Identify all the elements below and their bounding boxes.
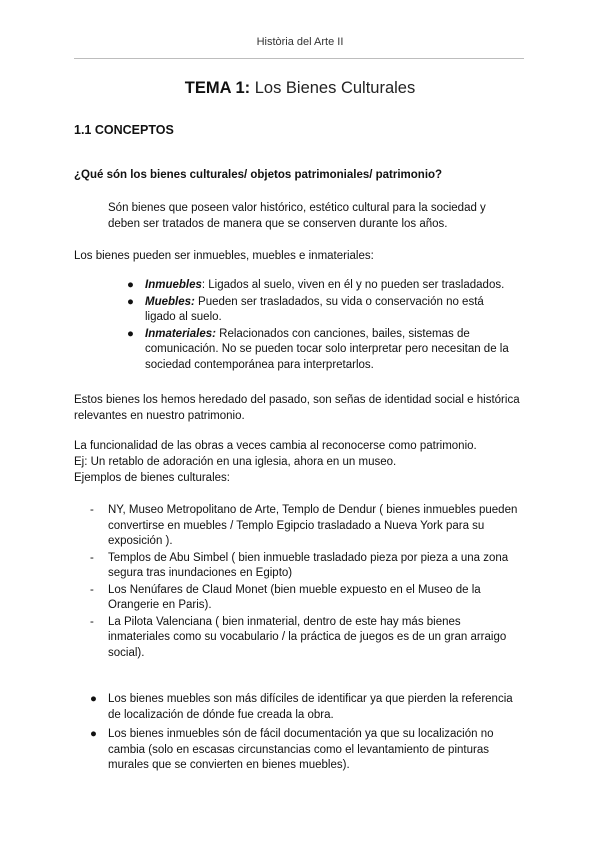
- function-paragraph: [74, 438, 524, 486]
- definition-paragraph: Són bienes que poseen valor histórico, estético cultural para la sociedad y deben ser tratados de manera que se conserven durante los años.: [108, 202, 486, 230]
- list-item: [127, 278, 517, 294]
- type-term: Muebles:: [145, 295, 195, 308]
- list-item: [90, 692, 520, 723]
- types-intro: Los bienes pueden ser inmuebles, muebles e inmateriales:: [74, 250, 374, 262]
- heritage-paragraph: Estos bienes los hemos heredado del pasado, son señas de identidad social e histórica relevantes en nuestro patrimonio.: [74, 394, 520, 422]
- list-item: [127, 295, 517, 326]
- type-desc: Pueden ser trasladados, su vida o conservación no está ligado al suelo.: [145, 295, 484, 324]
- examples-list: [90, 503, 520, 662]
- types-list: [127, 278, 517, 375]
- title-rest: Los Bienes Culturales: [250, 79, 416, 97]
- type-desc: Relacionados con canciones, bailes, sistemas de comunicación. No se pueden tocar solo interpretar pero necesitan de la sociedad contemporánea para interpretarlos.: [145, 327, 509, 371]
- dash-icon: -: [90, 551, 94, 564]
- type-sep: :: [201, 279, 206, 291]
- page-title: [0, 79, 600, 98]
- list-item: [90, 583, 520, 614]
- type-term: Inmateriales:: [145, 327, 216, 340]
- dash-icon: -: [90, 504, 94, 516]
- bullet-icon: ●: [127, 279, 134, 291]
- note-text: Los bienes inmuebles són de fácil documentación ya que su localización no cambia (solo en escasas circunstancias como el levantamiento de pinturas murales que se convierten en bienes muebles).: [108, 728, 494, 771]
- bullet-icon: ●: [90, 693, 97, 705]
- example-text: Templos de Abu Simbel ( bien inmueble trasladado pieza por pieza a una zona segura tras inundaciones en Egipto): [108, 551, 509, 579]
- list-item: [127, 327, 517, 374]
- notes-list: [90, 692, 520, 778]
- dash-icon: -: [90, 615, 94, 628]
- example-line: Ej: Un retablo de adoración en una iglesia, ahora en un museo.: [74, 456, 397, 468]
- section-heading: 1.1 CONCEPTOS: [74, 123, 174, 137]
- note-text: Los bienes muebles son más difíciles de identificar ya que pierden la referencia de localización de dónde fue creada la obra.: [108, 693, 513, 721]
- list-item: [90, 551, 520, 582]
- list-item: [90, 615, 520, 662]
- function-line: La funcionalidad de las obras a veces cambia al reconocerse como patrimonio.: [74, 440, 477, 452]
- bullet-icon: ●: [90, 728, 97, 740]
- type-desc: Ligados al suelo, viven en él y no pueden ser trasladados.: [205, 279, 505, 291]
- example-text: La Pilota Valenciana ( bien inmaterial, dentro de este hay más bienes inmateriales como su vocabulario / la práctica de juegos es de un gran arraigo social).: [108, 615, 507, 659]
- type-term: Inmuebles: [145, 279, 202, 291]
- question-heading: ¿Qué són los bienes culturales/ objetos patrimoniales/ patrimonio?: [74, 169, 443, 181]
- bullet-icon: ●: [127, 295, 134, 308]
- list-item: [90, 503, 520, 550]
- bullet-icon: ●: [127, 327, 134, 340]
- examples-intro: Ejemplos de bienes culturales:: [74, 472, 230, 484]
- example-text: NY, Museo Metropolitano de Arte, Templo de Dendur ( bienes inmuebles pueden convertirse en muebles / Templo Egipcio trasladado a Nueva York para su exposición ).: [108, 504, 518, 547]
- running-header: Història del Arte II: [256, 36, 344, 48]
- dash-icon: -: [90, 583, 94, 596]
- title-prefix: TEMA 1:: [184, 79, 251, 97]
- example-text: Los Nenúfares de Claud Monet (bien mueble expuesto en el Museo de la Orangerie en Paris).: [108, 583, 481, 611]
- list-item: [90, 727, 520, 774]
- header-rule: [74, 58, 524, 59]
